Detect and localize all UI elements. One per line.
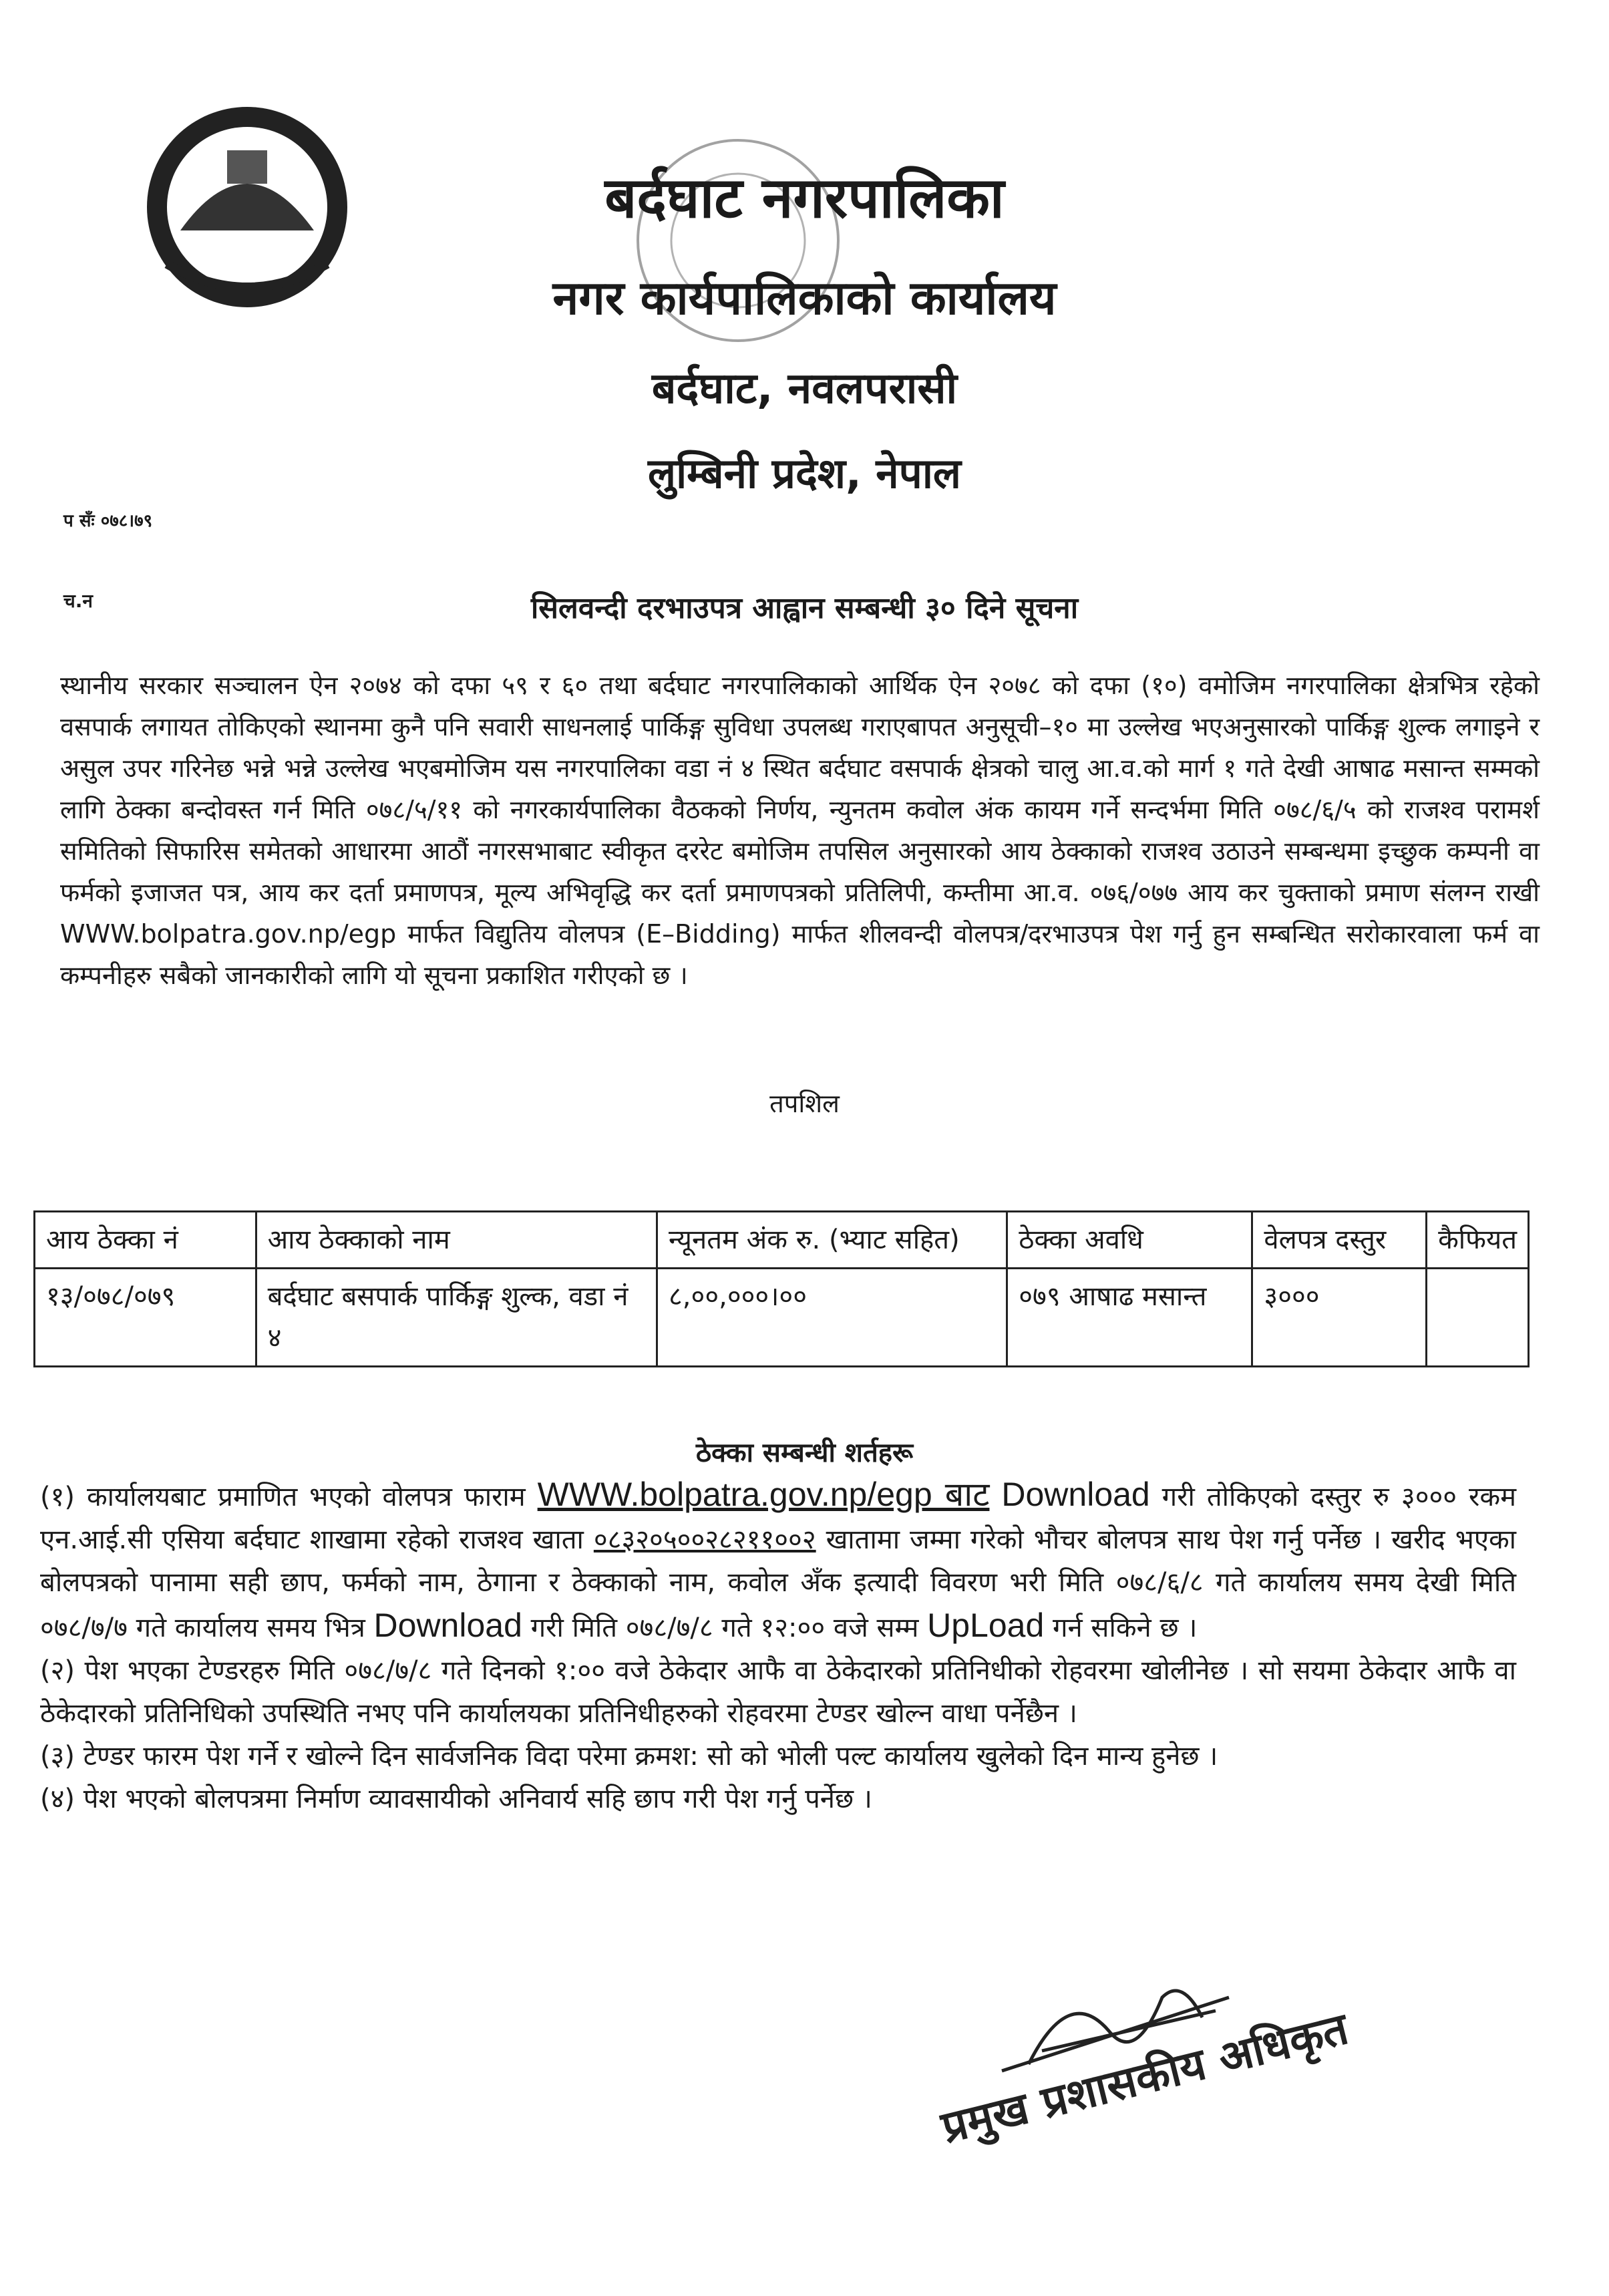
- condition-text: गर्न सकिने छ ।: [1052, 1613, 1198, 1643]
- condition-number: (४): [40, 1784, 75, 1814]
- conditions-list: [40, 1473, 1516, 1820]
- header-period: ठेक्का अवधि: [1007, 1212, 1252, 1269]
- province-title: लुम्बिनी प्रदेश, नेपाल: [648, 449, 961, 498]
- condition-number: (१): [40, 1482, 75, 1512]
- download-term: Download: [373, 1607, 522, 1644]
- condition-text: पेश भएको बोलपत्रमा निर्माण व्यावसायीको अनिवार्य सहि छाप गरी पेश गर्नु पर्नेछ ।: [83, 1784, 872, 1814]
- cell-contract-no: १३/०७८/०७९: [35, 1269, 256, 1367]
- notice-subject: सिलवन्दी दरभाउपत्र आह्वान सम्बन्धी ३० दिने सूचना: [530, 591, 1079, 625]
- condition-text: टेण्डर फारम पेश गर्ने र खोल्ने दिन सार्वजनिक विदा परेमा क्रमश: सो को भोली पल्ट कार्यालय खुलेको दिन मान्य हुनेछ ।: [83, 1741, 1218, 1772]
- table-row: [35, 1269, 1529, 1367]
- dispatch-number: च.न: [63, 590, 93, 612]
- location-title: बर्दघाट, नवलपरासी: [651, 364, 958, 414]
- condition-text: पेश भएका टेण्डरहरु मिति ०७८/७/८ गते दिनको १:०० वजे ठेकेदार आफै वा ठेकेदारको प्रतिनिधीको रोहवरमा खोलीनेछ । सो सयमा ठेकेदार आफै वा ठेकेदारको प्रतिनिधिको उपस्थिति नभए पनि कार्यालयका प्रतिनिधीहरुको रोहवरमा टेण्डर खोल्न वाधा पर्नेछैन ।: [40, 1655, 1516, 1729]
- account-number: ०८३२०५००२८२११००२: [593, 1524, 816, 1555]
- condition-text: गरी तोकिएको दस्तुर रु ३००० रकम एन.आई.सी एसिया बर्दघाट शाखामा रहेको राजश्व खाता: [40, 1482, 1517, 1555]
- municipality-title: बर्दघाट नगरपालिका: [604, 165, 1005, 230]
- cell-min-amount: ८,००,०००।००: [657, 1269, 1007, 1367]
- upload-term: UpLoad: [927, 1607, 1045, 1644]
- cell-period: ०७९ आषाढ मसान्त: [1007, 1269, 1252, 1367]
- condition-number: (२): [40, 1655, 75, 1686]
- schedule-heading: तपशिल: [769, 1089, 840, 1118]
- signatory-title: प्रमुख प्रशासकीय अधिकृत: [936, 2002, 1353, 2154]
- condition-3: [40, 1735, 1516, 1778]
- bolpatra-link[interactable]: WWW.bolpatra.gov.np/egp बाट: [537, 1476, 990, 1513]
- header-fee: वेलपत्र दस्तुर: [1252, 1212, 1427, 1269]
- condition-text: खातामा जम्मा गरेको भौचर बोलपत्र साथ पेश गर्नु पर्नेछ । खरीद भएका बोलपत्रको पानामा सही छाप, फर्मको नाम, ठेगाना र ठेक्काको नाम, कवोल अँक इत्यादी विवरण भरी मिति ०७८/६/८ गते कार्यालय समय देखी मिति ०७८/७/७ गते कार्यालय समय भित्र: [40, 1524, 1517, 1643]
- condition-text: गरी मिति ०७८/७/८ गते १२:०० वजे सम्म: [530, 1613, 919, 1643]
- condition-2: [40, 1649, 1516, 1735]
- header-min-amount: न्यूनतम अंक रु. (भ्याट सहित): [657, 1212, 1007, 1269]
- condition-4: [40, 1778, 1516, 1820]
- letter-number: प सँः ०७८।७९: [63, 511, 153, 531]
- header-contract-no: आय ठेक्का नं: [35, 1212, 256, 1269]
- cell-fee: ३०००: [1252, 1269, 1427, 1367]
- header-contract-name: आय ठेक्काको नाम: [256, 1212, 657, 1269]
- condition-1: [40, 1473, 1516, 1649]
- condition-number: (३): [40, 1741, 75, 1772]
- download-term: Download: [1001, 1476, 1150, 1513]
- conditions-heading: ठेक्का सम्बन्धी शर्तहरू: [695, 1438, 914, 1468]
- cell-contract-name: बर्दघाट बसपार्क पार्किङ्ग शुल्क, वडा नं ४: [256, 1269, 657, 1367]
- header-remarks: कैफियत: [1427, 1212, 1529, 1269]
- intro-paragraph: स्थानीय सरकार सञ्चालन ऐन २०७४ को दफा ५९ र ६० तथा बर्दघाट नगरपालिकाको आर्थिक ऐन २०७८ को दफा (१०) वमोजिम नगरपालिका क्षेत्रभित्र रहेको वसपार्क लगायत तोकिएको स्थानमा कुनै पनि सवारी साधनलाई पार्किङ्ग सुविधा उपलब्ध गराएबापत अनुसूची–१० मा उल्लेख भएअनुसारको पार्किङ्ग शुल्क लगाइने र असुल उपर गरिनेछ भन्ने भन्ने उल्लेख भएबमोजिम यस नगरपालिका वडा नं ४ स्थित बर्दघाट वसपार्क क्षेत्रको चालु आ.व.को मार्ग १ गते देखी आषाढ मसान्त सम्मको लागि ठेक्का बन्दोवस्त गर्न मिति ०७८/५/११ को नगरकार्यपालिका वैठकको निर्णय, न्युनतम कवोल अंक कायम गर्ने सन्दर्भमा मिति ०७८/६/५ को राजश्व परामर्श समितिको सिफारिस समेतको आधारमा आठौं नगरसभाबाट स्वीकृत दररेट बमोजिम तपसिल अनुसारको आय ठेक्काको राजश्व उठाउने सम्बन्धमा इच्छुक कम्पनी वा फर्मको इजाजत पत्र, आय कर दर्ता प्रमाणपत्र, मूल्य अभिवृद्धि कर दर्ता प्रमाणपत्रको प्रतिलिपी, कम्तीमा आ.व. ०७६/०७७ आय कर चुक्ताको प्रमाण संलग्न राखी WWW.bolpatra.gov.np/egp मार्फत विद्युतिय वोलपत्र (E–Bidding) मार्फत शीलवन्दी वोलपत्र/दरभाउपत्र पेश गर्नु हुन सम्बन्धित सरोकारवाला फर्म वा कम्पनीहरु सबैको जानकारीको लागि यो सूचना प्रकाशित गरीएको छ ।: [60, 671, 1540, 990]
- condition-text: कार्यालयबाट प्रमाणित भएको वोलपत्र फाराम: [86, 1482, 526, 1512]
- contract-table: [33, 1210, 1530, 1367]
- table-header-row: [35, 1212, 1529, 1269]
- office-title: नगर कार्यपालिकाको कार्यालय: [552, 271, 1057, 325]
- cell-remarks: [1427, 1269, 1529, 1367]
